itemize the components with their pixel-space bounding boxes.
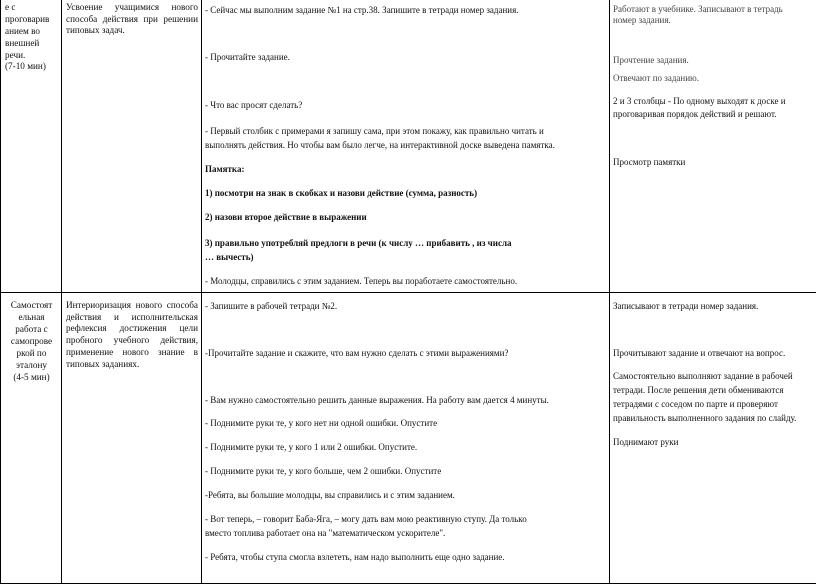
- teacher-line: - Поднимите руки те, у кого 1 или 2 ошибки. Опустите.: [205, 441, 417, 453]
- goal-text: Интериоризация нового способа действия и исполнительская рефлексия достижения цели пробного учебного действия, применение нового знание в типовых заданиях.: [66, 300, 198, 370]
- memo-heading: Памятка:: [205, 163, 244, 175]
- stage-line: речи.: [5, 50, 25, 62]
- student-line: Записывают в тетради номер задания.: [613, 300, 758, 312]
- teacher-line: - Что вас просят сделать?: [205, 99, 302, 111]
- teacher-activity-cell: [202, 293, 610, 584]
- teacher-line: выполнять действия. Но чтобы вам было легче, на интерактивной доске выведена памятка.: [205, 139, 555, 151]
- teacher-line: - Ребята, чтобы ступа смогла взлететь, нам надо выполнить еще одно задание.: [205, 551, 505, 563]
- stage-line: анием во: [5, 26, 40, 38]
- student-line: правильность выполненного задания по слайду.: [613, 412, 796, 424]
- stage-line: (7-10 мин): [5, 61, 46, 73]
- goal-cell: [62, 293, 202, 584]
- student-activity-cell: [610, 293, 816, 584]
- teacher-activity-cell: [202, 0, 610, 293]
- teacher-line: - Прочитайте задание.: [205, 51, 290, 63]
- teacher-line: -Ребята, вы большие молодцы, вы справились и с этим заданием.: [205, 489, 455, 501]
- stage-line: проговарив: [5, 14, 49, 26]
- student-line: Поднимают руки: [613, 436, 678, 448]
- stage-line: ркой по: [3, 348, 60, 360]
- stage-line: работа с: [3, 324, 60, 336]
- memo-item: 1) посмотри на знак в скобках и назови действие (сумма, разность): [205, 187, 477, 199]
- stage-line: (4-5 мин): [3, 372, 60, 384]
- teacher-line: вместо топлива работает она на "математическом ускорителе".: [205, 527, 445, 539]
- stage-cell: [1, 0, 62, 293]
- teacher-line: - Вот теперь, – говорит Баба-Яга, – могу дать вам мою реактивную ступу. Да только: [205, 513, 527, 525]
- goal-text: Усвоение учащимися нового способа действия при решении типовых задач.: [66, 2, 198, 37]
- teacher-line: - Сейчас мы выполним задание №1 на стр.38. Запишите в тетради номер задания.: [205, 4, 518, 16]
- student-line: проговаривая порядок действий и решают.: [613, 108, 776, 120]
- student-line: номер задания.: [613, 14, 671, 26]
- student-line: Отвечают по заданию.: [613, 72, 699, 84]
- student-line: Работают в учебнике. Записывают в тетрадь: [613, 3, 783, 15]
- stage-line: эталону: [3, 360, 60, 372]
- table-row: [1, 0, 816, 293]
- teacher-line: - Запишите в рабочей тетради №2.: [205, 300, 337, 312]
- student-line: Прочитывают задание и отвечают на вопрос.: [613, 347, 785, 359]
- stage-line: самопрове: [3, 336, 60, 348]
- stage-line: Самостоят: [3, 300, 60, 312]
- student-line: 2 и 3 столбцы - По одному выходят к доске и: [613, 95, 786, 107]
- teacher-line: - Молодцы, справились с этим заданием. Теперь вы поработаете самостоятельно.: [205, 275, 517, 287]
- memo-item: … вычесть): [205, 251, 254, 263]
- student-line: тетради. После решения дети обмениваются: [613, 384, 784, 396]
- student-activity-cell: [610, 0, 816, 293]
- goal-cell: [62, 0, 202, 293]
- teacher-line: - Вам нужно самостоятельно решить данные выражения. На работу вам дается 4 минуты.: [205, 394, 549, 406]
- student-line: Просмотр памятки: [613, 156, 685, 168]
- student-line: Самостоятельно выполняют задание в рабочей: [613, 370, 793, 382]
- memo-item: 2) назови второе действие в выражении: [205, 211, 367, 223]
- teacher-line: - Первый столбик с примерами я запишу сама, при этом покажу, как правильно читать и: [205, 125, 544, 137]
- teacher-line: -Прочитайте задание и скажите, что вам нужно сделать с этими выражениями?: [205, 347, 508, 359]
- stage-line: ельная: [3, 312, 60, 324]
- teacher-line: - Поднимите руки те, у кого нет ни одной ошибки. Опустите: [205, 417, 437, 429]
- memo-item: 3) правильно употребляй предлоги в речи (к числу … прибавить , из числа: [205, 237, 512, 249]
- stage-line: е с: [5, 2, 15, 14]
- student-line: тетрадями с соседом по парте и проверяют: [613, 398, 778, 410]
- stage-cell: [1, 293, 62, 584]
- student-line: Прочтение задания.: [613, 54, 689, 66]
- stage-line: внешней: [5, 38, 39, 50]
- table-row: [1, 293, 816, 584]
- teacher-line: - Поднимите руки те, у кого больше, чем 2 ошибки. Опустите: [205, 465, 441, 477]
